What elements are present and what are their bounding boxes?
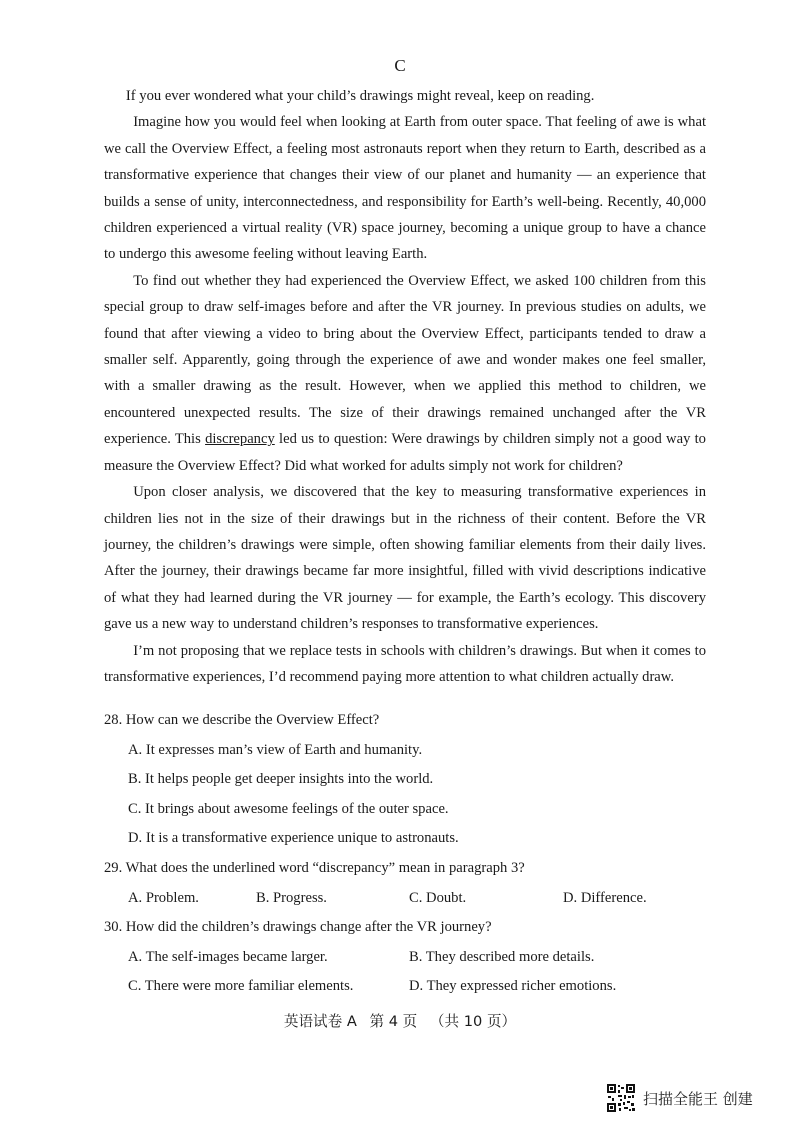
question-30-option-d: D. They expressed richer emotions. (409, 978, 617, 995)
question-28-option-c: C. It brings about awesome feelings of the outer space. (128, 800, 449, 817)
passage-paragraph-4: Upon closer analysis, we discovered that the key to measuring transformative experiences in children lies not in the size of their drawings but in the richness of their content. Before the VR journey, the children’s drawings were simple, often showing familiar elements from their daily lives. After the journey, their drawings became far more insightful, filled with vivid descriptions indicative of what they had learned during the VR journey — for example, the Earth’s ecology. This discovery gave us a new way to understand children’s responses to transformative experiences. (104, 484, 706, 633)
question-29-option-a: A. Problem. (128, 889, 199, 906)
question-29 (104, 854, 706, 913)
scanner-watermark (606, 1082, 753, 1114)
footer-page-total: （共 10 页） (429, 1013, 517, 1030)
question-28-option-b: B. It helps people get deeper insights into the world. (128, 771, 434, 788)
footer-page-number: 第 4 页 (369, 1013, 418, 1030)
reading-passage (104, 83, 706, 690)
passage-paragraph-3 (104, 268, 706, 479)
passage-paragraph-2: Imagine how you would feel when looking at Earth from outer space. That feeling of awe is what we call the Overview Effect, a feeling most astronauts report when they return to Earth, described as a transformative experience that changes their view of our planet and humanity — an experience that builds a sense of unity, interconnectedness, and responsibility for Earth’s well-being. Recently, 40,000 children experienced a virtual reality (VR) space journey, becoming a unique group to have a chance to undergo this awesome feeling without leaving Earth. (104, 114, 706, 263)
question-30-options-row-2 (128, 972, 706, 1002)
section-letter: C (394, 56, 406, 75)
underlined-word: discrepancy (205, 431, 275, 448)
question-30-option-c: C. There were more familiar elements. (128, 978, 354, 995)
qr-code-icon (606, 1083, 636, 1113)
question-29-option-d: D. Difference. (563, 889, 647, 906)
question-29-options (128, 884, 706, 914)
paragraph-3-text-before: To find out whether they had experienced the Overview Effect, we asked 100 children from this special group to draw self-images before and after the VR journey. In previous studies on adults, we found that after viewing a video to bring about the Overview Effect, participants tended to draw a smaller self. Apparently, going through the experience of awe and wonder makes one feel smaller, with a smaller drawing as the result. However, when we applied this method to children, we encountered unexpected results. The size of their drawings remained unchanged after the VR experience. This (104, 272, 706, 448)
question-30 (104, 913, 706, 1002)
passage-paragraph-5: I’m not proposing that we replace tests in schools with children’s drawings. But when it comes to transformative experiences, I’d recommend paying more attention to what children actually draw. (104, 642, 706, 685)
question-30-option-a: A. The self-images became larger. (128, 948, 328, 965)
question-28-stem: 28. How can we describe the Overview Effect? (104, 712, 380, 728)
page-footer (0, 1010, 800, 1031)
question-28-option-d: D. It is a transformative experience unique to astronauts. (128, 830, 459, 847)
question-30-options-row-1 (128, 943, 706, 973)
question-29-option-c: C. Doubt. (409, 889, 467, 906)
question-29-option-b: B. Progress. (256, 889, 327, 906)
question-29-stem: 29. What does the underlined word “discrepancy” mean in paragraph 3? (104, 859, 525, 876)
question-30-option-b: B. They described more details. (409, 948, 595, 965)
watermark-text: 扫描全能王 创建 (643, 1089, 753, 1108)
footer-paper-name: 英语试卷 A (283, 1013, 357, 1030)
question-30-stem: 30. How did the children’s drawings change after the VR journey? (104, 919, 492, 936)
question-28 (104, 706, 706, 854)
question-28-option-a: A. It expresses man’s view of Earth and humanity. (128, 741, 423, 758)
questions-section (104, 706, 706, 1002)
paragraph-3-text-after: led us to question: Were drawings by children simply not a good way to measure the Overview Effect? Did what worked for adults simply not work for children? (104, 431, 706, 474)
passage-paragraph-1: If you ever wondered what your child’s drawings might reveal, keep on reading. (125, 88, 595, 104)
